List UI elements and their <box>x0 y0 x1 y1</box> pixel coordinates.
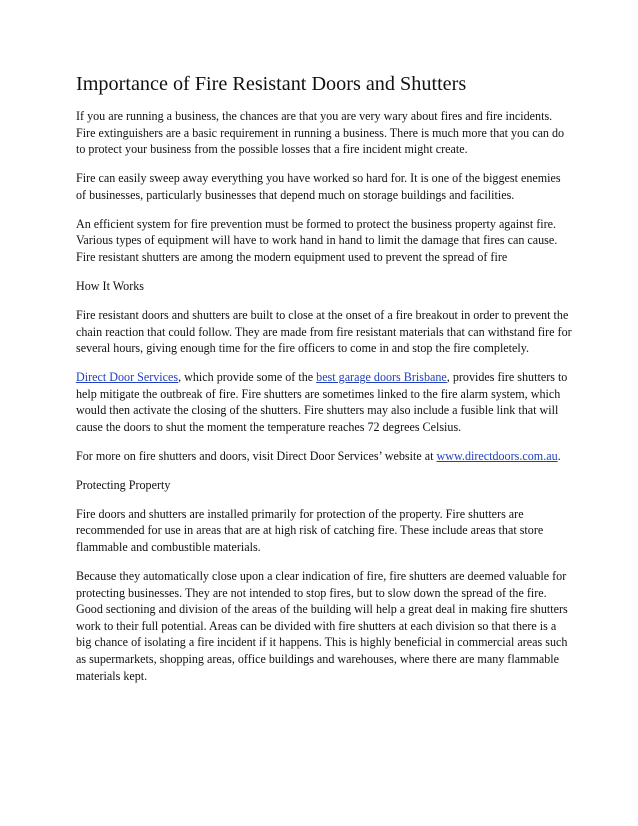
paragraph-fire-threat: Fire can easily sweep away everything you have worked so hard for. It is one of the biggest enemies of businesses, particularly businesses that depend much on storage buildings and facilities. <box>76 171 561 202</box>
paragraph-intro: If you are running a business, the chances are that you are very wary about fires and fire incidents. Fire extinguishers are a basic requirement in running a business. There is much more that you can do to protect your business from the possible losses that a fire incident might create. <box>76 109 565 157</box>
direct-door-services-link[interactable]: Direct Door Services <box>76 370 179 385</box>
paragraph-direct-door-services <box>76 369 572 435</box>
best-garage-doors-brisbane-link[interactable]: best garage doors Brisbane <box>316 370 447 385</box>
paragraph-text: . <box>557 448 561 463</box>
document-body <box>76 72 572 684</box>
paragraph-how-it-works: Fire resistant doors and shutters are built to close at the onset of a fire breakout in order to prevent the chain reaction that could follow. They are made from fire resistant materials that can withstand fire for several hours, giving enough time for the fire officers to come in and stop the fire completely. <box>76 307 572 356</box>
paragraph-more-info <box>76 448 572 465</box>
paragraph-sectioning: Good sectioning and division of the areas of the building will help a great deal in making fire shutters work to their full potential. Areas can be divided with fire shutters at each division so that there is a big chance of isolating a fire incident if it happens. This is highly beneficial in commercial areas such as supermarkets, shopping areas, office buildings and warehouses, where there are many flammable materials kept. <box>76 602 568 683</box>
section-heading-protecting-property: Protecting Property <box>76 477 171 492</box>
paragraph-text: For more on fire shutters and doors, visit Direct Door Services’ website at <box>76 448 437 463</box>
paragraph-automatic-close: Because they automatically close upon a clear indication of fire, fire shutters are deemed valuable for protecting businesses. They are not intended to stop fires, but to slow down the spread of the fire. <box>76 568 567 600</box>
website-link[interactable]: www.directdoors.com.au <box>436 448 558 463</box>
paragraph-text: , provides fire shutters to help mitigate the outbreak of fire. Fire shutters are sometimes linked to the fire alarm system, which would then activate the closing of the shutters. Fire shutters may also include a fusible link that will cause the doors to shut the moment the temperature reaches 72 degrees Celsius. <box>76 370 568 434</box>
document-title: Importance of Fire Resistant Doors and Shutters <box>76 73 467 95</box>
section-heading-how-it-works: How It Works <box>76 278 145 293</box>
paragraph-protection: Fire doors and shutters are installed primarily for protection of the property. Fire shutters are recommended for use in areas that are at high risk of catching fire. These include areas that store flammable and combustible materials. <box>76 506 544 554</box>
paragraph-text: , which provide some of the <box>178 370 317 385</box>
paragraph-prevention-system: An efficient system for fire prevention must be formed to protect the business property against fire. Various types of equipment will have to work hand in hand to limit the damage that fires can cause. Fire resistant shutters are among the modern equipment used to prevent the spread of fire <box>76 216 558 264</box>
